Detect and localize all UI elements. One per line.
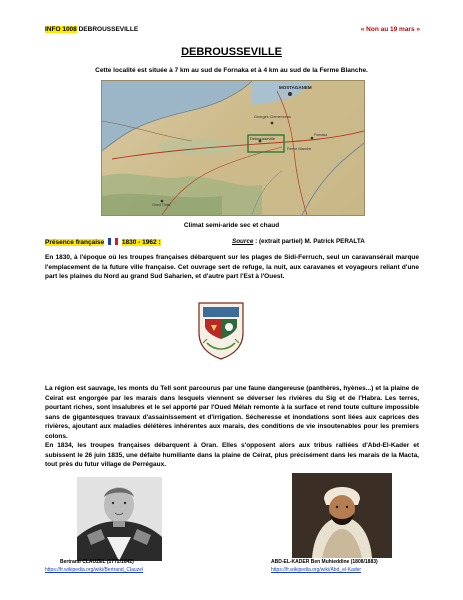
- map-label-debrousseville: Debrousseville: [250, 137, 275, 141]
- page-title: DEBROUSSEVILLE: [181, 46, 282, 58]
- paragraph-region: La région est sauvage, les monts du Tell sont parcourus par une faune dangereuse (panthères, hyènes...) et la plaine de Ceirat est engorgée par les marais dans lesquels viennent se déverser les rivières du Sig et de l'Habra. Les terres, pourtant riches, sont insalubres et le sel apporté par l'Oued Mélah remonte à la surface et rend toute culture impossible sans de gigantesques travaux d'assainissement et d'irrigation. Sécheresse et inondations sont liées aux caprices des rivières, ajoutant aux maladies délétères inhérentes aux marais, des conditions de vie insoutenables pour les premiers colons.: [45, 385, 419, 440]
- caption-clauzel: Bertrand CLAUZEL (1772/1842): [60, 559, 134, 565]
- shield-icon: [193, 299, 249, 361]
- portrait-clauzel-image: [77, 477, 162, 561]
- map-label-clemenceau: Georges Clemenceau: [254, 115, 291, 119]
- link-abd-el-kader[interactable]: https://fr.wikipedia.org/wiki/Abd_el-Kader: [271, 567, 362, 573]
- map-label-tlelat: Oued Tlelat: [152, 203, 171, 207]
- portrait-abd-el-kader-image: [292, 473, 392, 558]
- map-label-fornaka: Fornaka: [314, 133, 328, 137]
- coat-of-arms-emblem: [193, 299, 249, 361]
- map-label-mostaganem: MOSTAGANEM: [279, 85, 312, 90]
- info-number: INFO 1008: [45, 26, 77, 33]
- portrait-abd-el-kader: [292, 473, 392, 558]
- location-map: [101, 80, 365, 216]
- presence-heading: [45, 238, 161, 246]
- map-label-ferme-blanche: Ferme Blanche: [287, 147, 312, 151]
- map-graphic: [102, 81, 364, 215]
- climate-text: Climat semi-aride sec et chaud: [183, 222, 280, 229]
- source-line: [232, 238, 365, 245]
- header-note: « Non au 19 mars »: [360, 26, 420, 33]
- intro-text: Cette localité est située à 7 km au sud de Fornaka et à 4 km au sud de la Ferme Blanche.: [95, 67, 368, 74]
- header-place: DEBROUSSEVILLE: [78, 26, 139, 33]
- caption-abd-el-kader: ABD-EL-KADER Ben Muhieddine (1808/1883): [271, 559, 378, 565]
- paragraph-1830: En 1830, à l'époque où les troupes françaises débarquent sur les plages de Sidi-Ferruch, seul un caravansérail marque l'emplacement de la future ville française. Cet ouvrage sert de refuge, la nuit, aux caravanes et voyageurs reliant d'une part les plaines du Nord au grand Sud Saharien, et d'autre part l'Est à l'Ouest.: [45, 254, 419, 280]
- presence-label: Présence française: [45, 239, 105, 246]
- portrait-clauzel: [77, 477, 162, 561]
- source-label: Source: [232, 238, 254, 245]
- presence-years: 1830 - 1962 :: [121, 239, 161, 246]
- source-text: : (extrait partiel) M. Patrick PERALTA: [255, 238, 365, 245]
- french-flag-icon: [108, 238, 118, 245]
- link-clauzel[interactable]: https://fr.wikipedia.org/wiki/Bertrand_Clauzel: [45, 567, 144, 573]
- paragraph-1834: En 1834, les troupes françaises débarquent à Oran. Elles s'opposent alors aux tribus ralliées d'Abd-El-Kader et subissent le 26 juin 1835, une défaite humiliante dans la plaine de Ceirat, plus précisément dans les marais de la Macta, tout près du futur village de Perrégaux.: [45, 442, 419, 468]
- header-left: [45, 26, 138, 33]
